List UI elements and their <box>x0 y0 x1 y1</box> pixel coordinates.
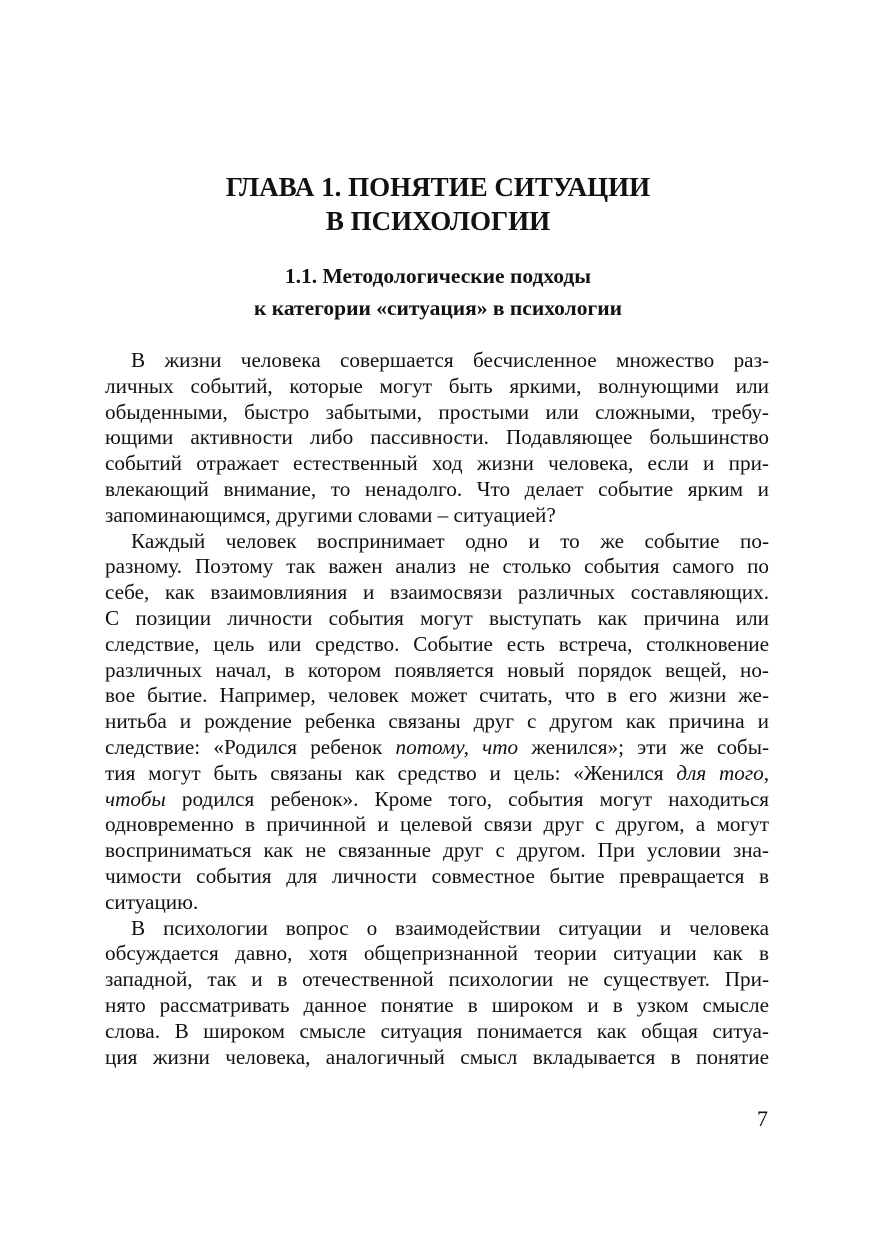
text-line: Каждый человек воспринимает одно и то же событие по- <box>131 528 769 553</box>
text-line: В жизни человека совершается бесчисленное множество раз- <box>131 348 769 372</box>
paragraph-3 <box>105 916 769 1071</box>
text-run: женился»; эти же собы- <box>518 734 770 759</box>
section-title-line-2: к категории «ситуация» в психологии <box>254 296 622 320</box>
chapter-title-line-2: В ПСИХОЛОГИИ <box>325 206 551 236</box>
text-line: обсуждается давно, хотя общепризнанной теории ситуации как в <box>105 941 769 966</box>
italic-run: для того, <box>676 760 770 785</box>
chapter-title <box>100 170 776 238</box>
body-text <box>105 348 769 1070</box>
text-line: разному. Поэтому так важен анализ не столько события самого по <box>105 554 769 579</box>
text-line: ция жизни человека, аналогичный смысл вкладывается в понятие <box>105 1044 769 1069</box>
text-line: вое бытие. Например, человек может считать, что в его жизни же- <box>105 683 769 708</box>
text-line <box>105 735 769 761</box>
text-line: нитьба и рождение ребенка связаны друг с другом как причина и <box>105 709 769 734</box>
text-line: восприниматься как не связанные друг с другом. При условии зна- <box>105 838 769 863</box>
chapter-title-line-1: ГЛАВА 1. ПОНЯТИЕ СИТУАЦИИ <box>225 172 651 202</box>
text-line: чимости события для личности совместное бытие превращается в <box>105 863 769 888</box>
text-line: различных начал, в котором появляется новый порядок вещей, но- <box>105 657 769 682</box>
italic-run: чтобы <box>105 786 166 811</box>
text-run: родился ребенок». Кроме того, события могут находиться <box>165 786 769 811</box>
page-number: 7 <box>757 1106 768 1131</box>
text-line: личных событий, которые могут быть яркими, волнующими или <box>105 373 769 398</box>
text-run: следствие: «Родился ребенок <box>105 734 396 759</box>
text-line: себе, как взаимовлияния и взаимосвязи различных составляющих. <box>105 580 769 605</box>
text-line: следствие, цель или средство. Событие есть встреча, столкновение <box>105 631 769 656</box>
text-line: событий отражает естественный ход жизни человека, если и при- <box>105 451 769 476</box>
text-line <box>105 761 769 787</box>
text-line <box>105 787 769 813</box>
paragraph-2 <box>105 529 769 916</box>
italic-run: потому, что <box>395 734 519 759</box>
text-line: ющими активности либо пассивности. Подавляющее большинство <box>105 425 769 450</box>
text-line: В психологии вопрос о взаимодействии ситуации и человека <box>131 915 769 940</box>
text-line: одновременно в причинной и целевой связи друг с другом, а могут <box>105 812 769 837</box>
section-title-line-1: 1.1. Методологические подходы <box>284 264 592 288</box>
text-line: обыденными, быстро забытыми, простыми или сложными, требу- <box>105 399 769 424</box>
text-line: ситуацию. <box>105 889 199 914</box>
text-line: влекающий внимание, то ненадолго. Что делает событие ярким и <box>105 476 769 501</box>
text-line: слова. В широком смысле ситуация понимается как общая ситуа- <box>105 1018 769 1043</box>
text-run: тия могут быть связаны как средство и цель: «Женился <box>105 760 677 785</box>
text-line: нято рассматривать данное понятие в широком и в узком смысле <box>105 992 769 1017</box>
section-title <box>100 260 776 324</box>
text-line: С позиции личности события могут выступать как причина или <box>105 605 769 630</box>
text-line: запоминающимся, другими словами – ситуацией? <box>105 502 556 527</box>
paragraph-1 <box>105 348 769 529</box>
text-line: западной, так и в отечественной психологии не существует. При- <box>105 967 769 992</box>
